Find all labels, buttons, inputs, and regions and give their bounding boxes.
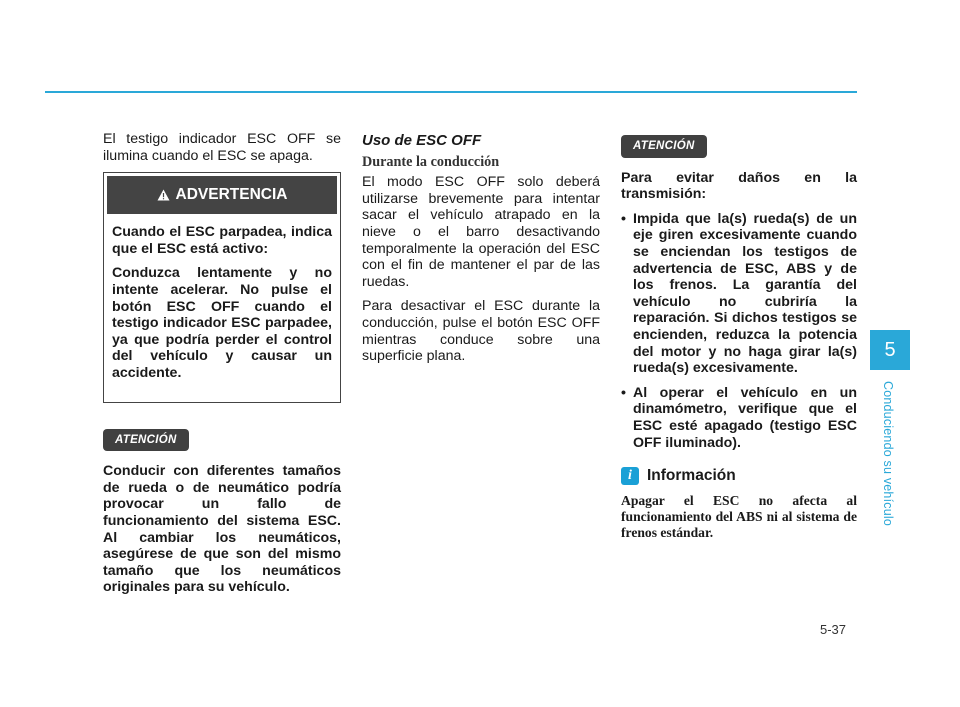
warning-text-2: Conduzca lentamente y no intente acelerar. No pulse el botón ESC OFF cuando el testigo indicador ESC parpadee, ya que podría perder el control del vehículo y causar un accidente. [112,265,332,381]
list-item: • Al operar el vehículo en un dinamómetro, verifique que el ESC esté apagado (testigo ESC OFF iluminado). [621,385,857,451]
info-header [621,467,857,485]
attention-text: Conducir con diferentes tamaños de rueda o de neumático podría provocar un fallo de funcionamiento del sistema ESC. Al cambiar los neumáticos, asegúrese de que son del mismo tamaño que los neumáticos originales para su vehículo. [103,463,341,596]
attention-tag: ATENCIÓN [103,429,189,452]
column-2 [362,131,600,373]
list-item: • Impida que la(s) rueda(s) de un eje giren excesivamente cuando se enciendan los testigos de advertencia de ESC, ABS y de los frenos. La garantía del vehículo no cubriría la reparación. Si dichos testigos se encienden, reduzca la potencia del motor y no haga girar la(s) rueda(s) excesivamente. [621,211,857,377]
warning-box [103,172,341,402]
info-icon: i [621,467,639,485]
column-3 [621,131,857,541]
header-rule [45,91,857,93]
page-number: 5-37 [820,622,847,637]
attention-tag-wrap [103,429,341,452]
intro-text: El testigo indicador ESC OFF se ilumina cuando el ESC se apaga. [103,131,341,164]
chapter-tab: 5 [870,330,910,370]
bullet-list [621,211,857,451]
attention-tag-wrap-2 [621,135,857,158]
info-title: Información [647,466,736,484]
paragraph-1: El modo ESC OFF solo deberá utilizarse brevemente para intentar sacar el vehículo atrapado en la nieve o el barro desactivando temporalmente la operación del ESC con el fin de mantener el par de las ruedas. [362,174,600,290]
section-heading: Uso de ESC OFF [362,132,482,149]
warning-triangle-icon [157,189,170,201]
column-1 [103,131,341,604]
warning-header [107,176,337,214]
chapter-label: Conduciendo su vehículo [881,381,895,526]
paragraph-2: Para desactivar el ESC durante la conducción, pulse el botón ESC OFF mientras conduce sobre una superficie plana. [362,298,600,365]
warning-title: ADVERTENCIA [175,185,288,203]
attention-tag-2: ATENCIÓN [621,135,707,158]
attention-lead: Para evitar daños en la transmisión: [621,169,857,203]
info-text: Apagar el ESC no afecta al funcionamiento del ABS ni al sistema de frenos estándar. [621,493,857,541]
section-subheading: Durante la conducción [362,153,500,170]
warning-text-1: Cuando el ESC parpadea, indica que el ESC está activo: [112,224,332,257]
